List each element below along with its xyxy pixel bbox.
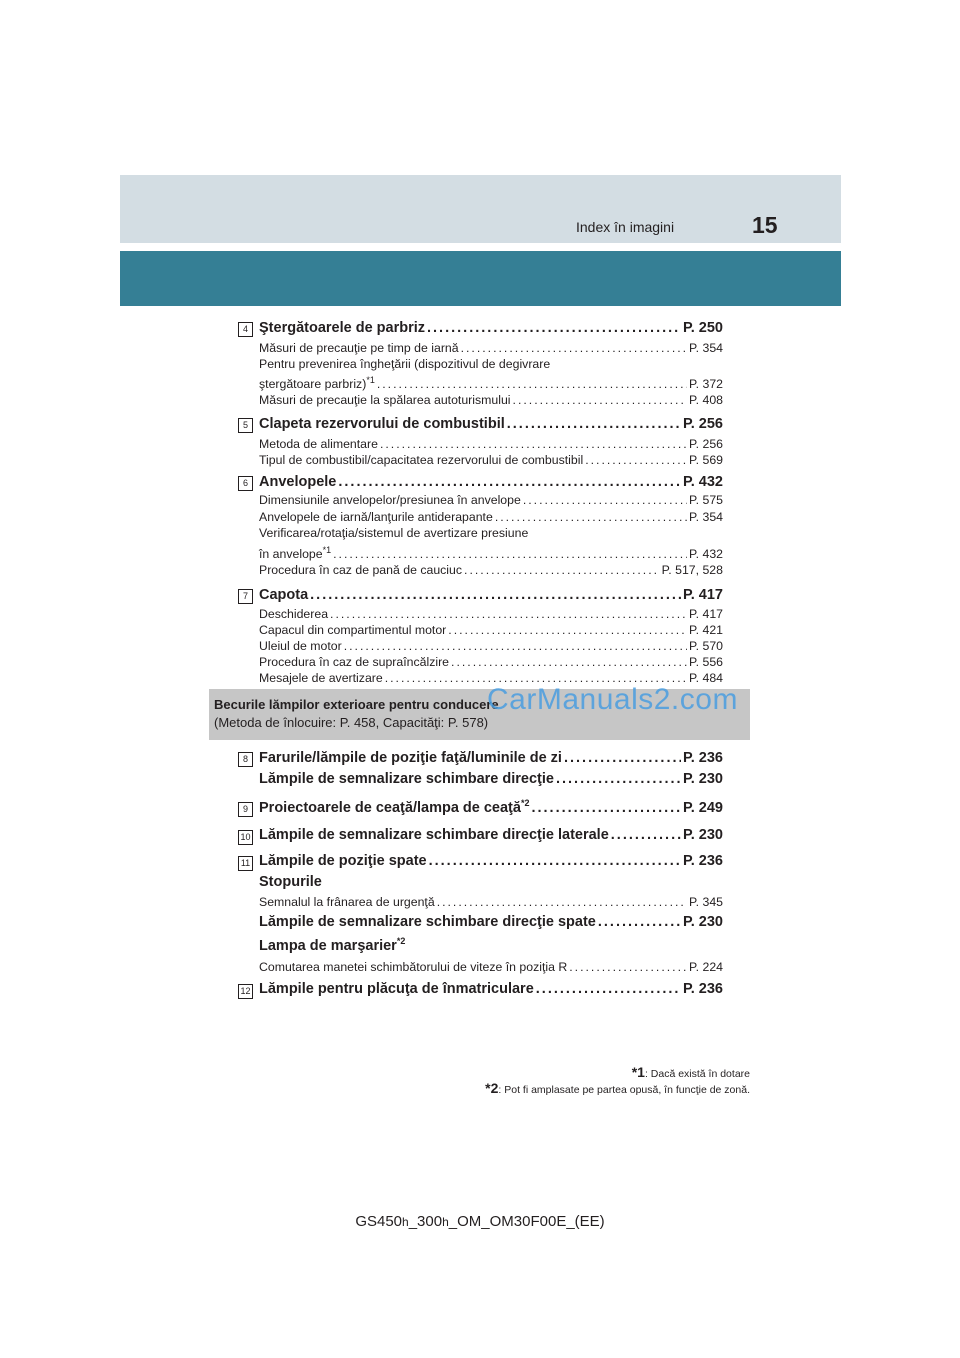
index-subentry[interactable]: Procedura în caz de pană de cauciuc ..... P. 517, 528 bbox=[259, 563, 723, 577]
header-bar bbox=[120, 251, 841, 306]
index-subentry[interactable]: ştergătoare parbriz)$^{*1}$ ..... P. 372 bbox=[259, 375, 723, 391]
watermark: CarManuals2.com bbox=[487, 683, 738, 716]
page-number: 15 bbox=[752, 212, 778, 238]
index-subentry[interactable]: Dimensiunile anvelopelor/presiunea în anvelope ..... P. 575 bbox=[259, 493, 723, 507]
item-number: 7 bbox=[238, 589, 253, 604]
item-number: 6 bbox=[238, 476, 253, 491]
item-number: 5 bbox=[238, 418, 253, 433]
index-subentry[interactable]: Măsuri de precauţie la spălarea autoturismului ..... P. 408 bbox=[259, 393, 723, 407]
index-entry[interactable]: Lămpile de poziţie spate ..... P. 236 bbox=[259, 853, 723, 869]
index-entry[interactable]: Lămpile de semnalizare schimbare direcţie ..... P. 230 bbox=[259, 771, 723, 787]
item-number: 8 bbox=[238, 752, 253, 767]
index-entry[interactable]: Clapeta rezervorului de combustibil ..... P. 256 bbox=[259, 416, 723, 432]
index-subentry[interactable]: Mesajele de avertizare ..... P. 484 bbox=[259, 671, 723, 685]
index-entry[interactable]: Lămpile de semnalizare schimbare direcţie spate ..... P. 230 bbox=[259, 914, 723, 930]
index-subentry[interactable]: Anvelopele de iarnă/lanţurile antiderapante ..... P. 354 bbox=[259, 510, 723, 524]
footnote: *2: Pot fi amplasate pe partea opusă, în funcţie de zonă. bbox=[485, 1080, 750, 1096]
index-subentry-text: Verificarea/rotaţia/sistemul de avertizare presiune bbox=[259, 526, 529, 540]
index-subentry[interactable]: Tipul de combustibil/capacitatea rezervorului de combustibil ..... P. 569 bbox=[259, 453, 723, 467]
index-entry[interactable]: Proiectoarele de ceaţă/lampa de ceaţă$^{*2}$ ..... P. 249 bbox=[259, 798, 723, 816]
index-entry[interactable]: Farurile/lămpile de poziţie faţă/luminile de zi ..... P. 236 bbox=[259, 750, 723, 766]
header-band bbox=[120, 175, 841, 243]
index-subentry[interactable]: Măsuri de precauţie pe timp de iarnă ..... P. 354 bbox=[259, 341, 723, 355]
index-subentry[interactable]: Capacul din compartimentul motor ..... P. 421 bbox=[259, 623, 723, 637]
band-subtitle: (Metoda de înlocuire: P. 458, Capacităţi: P. 578) bbox=[214, 715, 489, 730]
footer-doc-code: GS450h_300h_OM_OM30F00E_(EE) bbox=[355, 1213, 605, 1230]
index-subentry[interactable]: Semnalul la frânarea de urgenţă ..... P. 345 bbox=[259, 895, 723, 909]
item-number: 10 bbox=[238, 830, 253, 845]
index-entry[interactable]: Capota ..... P. 417 bbox=[259, 587, 723, 603]
index-entry-text: Stopurile bbox=[259, 874, 322, 890]
index-subentry[interactable]: în anvelope$^{*1}$ ..... P. 432 bbox=[259, 545, 723, 561]
index-subentry[interactable]: Metoda de alimentare ..... P. 256 bbox=[259, 437, 723, 451]
index-subentry[interactable]: Comutarea manetei schimbătorului de viteze în poziţia R ..... P. 224 bbox=[259, 960, 723, 974]
header-title: Index în imagini bbox=[576, 219, 675, 235]
index-subentry[interactable]: Procedura în caz de supraîncălzire ..... P. 556 bbox=[259, 655, 723, 669]
index-entry[interactable]: Lămpile de semnalizare schimbare direcţie laterale ..... P. 230 bbox=[259, 827, 723, 843]
index-entry[interactable]: Anvelopele ..... P. 432 bbox=[259, 474, 723, 490]
index-entry-text: Lampa de marşarier$^{*2}$ bbox=[259, 936, 406, 954]
footnote: *1: Dacă există în dotare bbox=[631, 1064, 750, 1080]
item-number: 11 bbox=[238, 856, 253, 871]
band-title: Becurile lămpilor exterioare pentru conducere bbox=[214, 697, 499, 712]
item-number: 12 bbox=[238, 984, 253, 999]
index-entry[interactable]: Ştergătoarele de parbriz ..... P. 250 bbox=[259, 320, 723, 336]
item-number: 4 bbox=[238, 322, 253, 337]
index-subentry[interactable]: Deschiderea ..... P. 417 bbox=[259, 607, 723, 621]
item-number: 9 bbox=[238, 802, 253, 817]
index-subentry[interactable]: Uleiul de motor ..... P. 570 bbox=[259, 639, 723, 653]
index-entry[interactable]: Lămpile pentru plăcuţa de înmatriculare ..... P. 236 bbox=[259, 981, 723, 997]
index-subentry-text: Pentru prevenirea îngheţării (dispozitivul de degivrare bbox=[259, 357, 551, 371]
